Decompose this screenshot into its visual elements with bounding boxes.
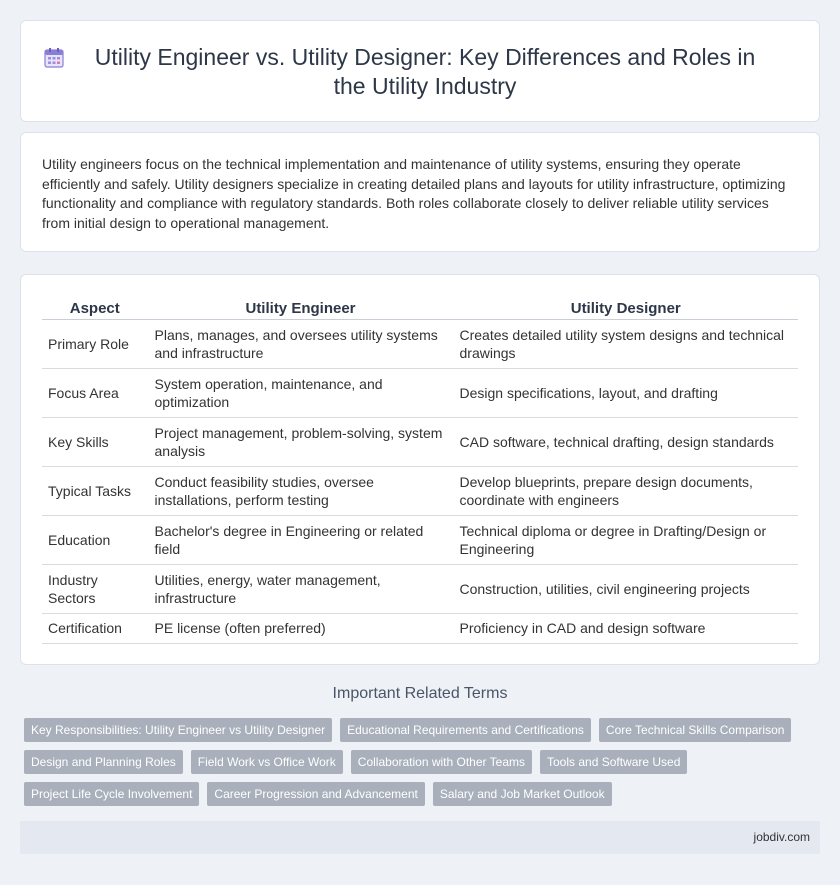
- comparison-table: [42, 295, 798, 644]
- row-aspect: Focus Area: [42, 368, 148, 417]
- row-engineer-value: PE license (often preferred): [148, 613, 453, 643]
- related-term-tag[interactable]: Salary and Job Market Outlook: [433, 782, 612, 806]
- row-aspect: Key Skills: [42, 417, 148, 466]
- row-aspect: Education: [42, 515, 148, 564]
- row-designer-value: Design specifications, layout, and drafting: [453, 368, 798, 417]
- row-designer-value: Creates detailed utility system designs and technical drawings: [453, 319, 798, 368]
- comparison-card: [20, 274, 820, 665]
- row-engineer-value: Conduct feasibility studies, oversee installations, perform testing: [148, 466, 453, 515]
- row-engineer-value: Plans, manages, and oversees utility systems and infrastructure: [148, 319, 453, 368]
- intro-paragraph: Utility engineers focus on the technical implementation and maintenance of utility systems, ensuring they operate efficiently and safely. Utility designers specialize in creating detailed plans and layouts for utility infrastructure, optimizing functionality and compliance with regulatory standards. Both roles collaborate closely to deliver reliable utility services from initial design to operational management.: [42, 156, 786, 231]
- table-row: [42, 466, 798, 515]
- table-row: [42, 417, 798, 466]
- table-row: [42, 613, 798, 643]
- related-terms-heading: Important Related Terms: [332, 685, 508, 702]
- table-row: [42, 564, 798, 613]
- table-row: [42, 515, 798, 564]
- row-aspect: Certification: [42, 613, 148, 643]
- row-aspect: Industry Sectors: [42, 564, 148, 613]
- header-aspect: Aspect: [42, 295, 148, 319]
- row-engineer-value: Project management, problem-solving, system analysis: [148, 417, 453, 466]
- related-term-tag[interactable]: Key Responsibilities: Utility Engineer vs Utility Designer: [24, 718, 332, 742]
- row-aspect: Primary Role: [42, 319, 148, 368]
- table-row: [42, 319, 798, 368]
- related-term-tag[interactable]: Collaboration with Other Teams: [351, 750, 532, 774]
- table-row: [42, 368, 798, 417]
- row-aspect: Typical Tasks: [42, 466, 148, 515]
- row-designer-value: Develop blueprints, prepare design documents, coordinate with engineers: [453, 466, 798, 515]
- related-term-tag[interactable]: Career Progression and Advancement: [207, 782, 424, 806]
- related-term-tag[interactable]: Core Technical Skills Comparison: [599, 718, 792, 742]
- table-header-row: [42, 295, 798, 319]
- row-engineer-value: Utilities, energy, water management, infrastructure: [148, 564, 453, 613]
- row-engineer-value: System operation, maintenance, and optimization: [148, 368, 453, 417]
- footer-site-link[interactable]: jobdiv.com: [753, 830, 810, 844]
- related-term-tag[interactable]: Project Life Cycle Involvement: [24, 782, 199, 806]
- related-term-tag[interactable]: Design and Planning Roles: [24, 750, 183, 774]
- related-term-tag[interactable]: Tools and Software Used: [540, 750, 687, 774]
- intro-card: [20, 132, 820, 252]
- related-terms-list: [24, 718, 804, 814]
- row-designer-value: Construction, utilities, civil engineering projects: [453, 564, 798, 613]
- header-utility-engineer: Utility Engineer: [148, 295, 453, 319]
- row-designer-value: CAD software, technical drafting, design standards: [453, 417, 798, 466]
- footer: [20, 821, 820, 854]
- title-card: [20, 20, 820, 122]
- header-utility-designer: Utility Designer: [453, 295, 798, 319]
- row-designer-value: Technical diploma or degree in Drafting/Design or Engineering: [453, 515, 798, 564]
- related-term-tag[interactable]: Educational Requirements and Certifications: [340, 718, 591, 742]
- row-designer-value: Proficiency in CAD and design software: [453, 613, 798, 643]
- related-term-tag[interactable]: Field Work vs Office Work: [191, 750, 343, 774]
- page-title: Utility Engineer vs. Utility Designer: Key Differences and Roles in the Utility Industry: [94, 44, 756, 99]
- row-engineer-value: Bachelor's degree in Engineering or related field: [148, 515, 453, 564]
